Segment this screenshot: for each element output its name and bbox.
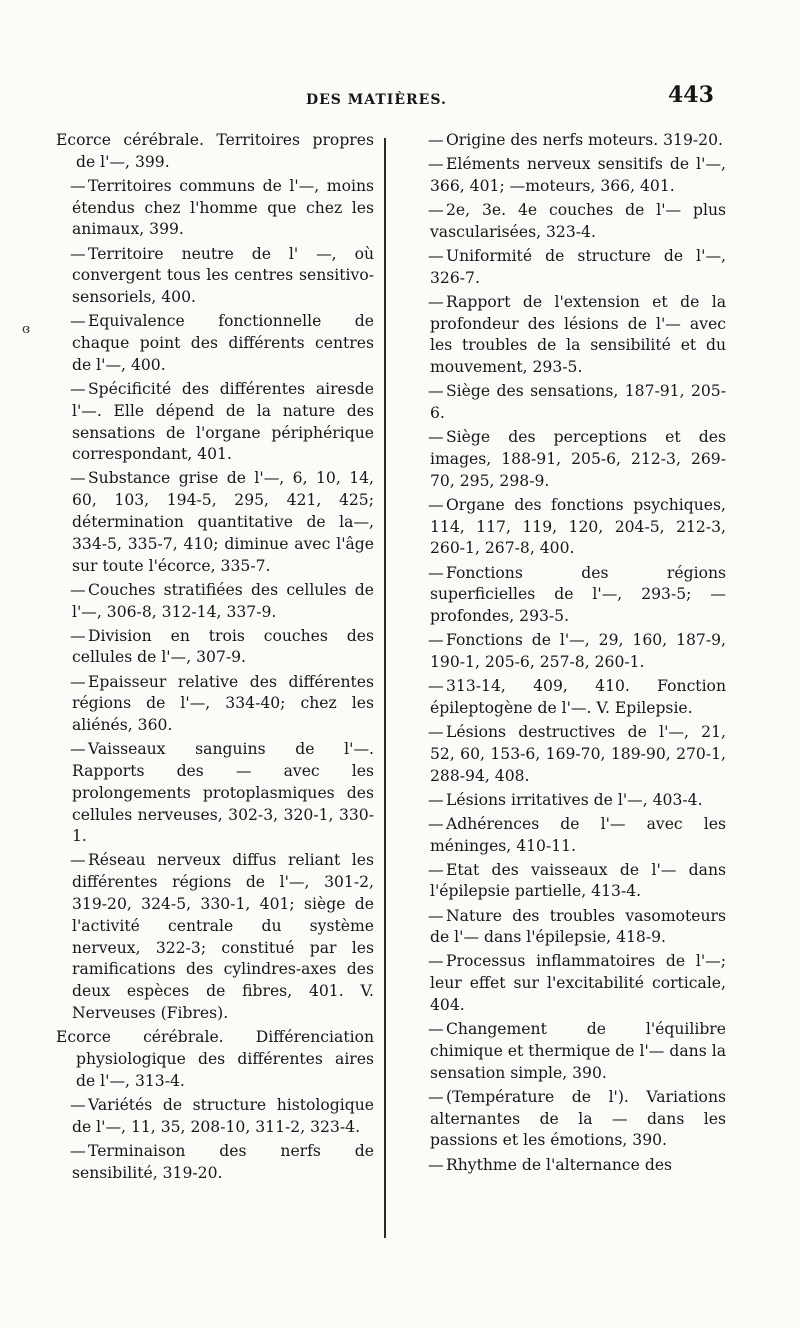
entry-text: Nature des troubles vasomoteurs de l'— dans l'épilepsie, 418-9. xyxy=(430,906,726,947)
index-entry xyxy=(414,427,726,492)
index-entry xyxy=(414,951,726,1016)
entry-dash: — xyxy=(428,722,444,741)
entry-text: Spécificité des différentes airesde l'—. Elle dépend de la nature des sensations de l'organe périphérique correspondant, 401. xyxy=(72,379,374,464)
entry-dash: — xyxy=(428,790,444,809)
entry-text: Organe des fonctions psychiques, 114, 117, 119, 120, 204-5, 212-3, 260-1, 267-8, 400. xyxy=(430,495,726,558)
index-column-left xyxy=(56,130,374,1187)
entry-text: Adhérences de l'— avec les méninges, 410-11. xyxy=(430,814,726,855)
entry-text: Couches stratifiées des cellules de l'—, 306-8, 312-14, 337-9. xyxy=(72,580,374,621)
entry-dash: — xyxy=(70,851,86,870)
index-entry xyxy=(414,1019,726,1084)
entry-dash: — xyxy=(428,677,444,696)
entry-text: Lésions irritatives de l'—, 403-4. xyxy=(446,790,703,809)
entry-dash: — xyxy=(428,246,444,265)
entry-text: Rapport de l'extension et de la profondeur des lésions de l'— avec les troubles de la sensibilité et du mouvement, 293-5. xyxy=(430,292,726,377)
entry-dash: — xyxy=(70,244,86,263)
entry-text: Réseau nerveux diffus reliant les différentes régions de l'—, 301-2, 319-20, 324-5, 330-1, 401; siège de l'activité centrale du système nerveux, 322-3; constitué par les ramifications des cylindres-axes des deux espèces de fibres, 401. V. Nerveuses (Fibres). xyxy=(72,851,374,1023)
index-entry xyxy=(414,1155,726,1177)
index-entry xyxy=(56,739,374,848)
index-entry xyxy=(56,468,374,577)
entry-text: 313-14, 409, 410. Fonction épileptogène de l'—. V. Epilepsie. xyxy=(430,677,726,717)
entry-dash: — xyxy=(428,292,444,311)
entry-dash: — xyxy=(428,200,444,219)
index-entry xyxy=(56,311,374,376)
entry-dash: — xyxy=(70,469,86,488)
index-entry xyxy=(414,1087,726,1152)
entry-dash: — xyxy=(428,563,444,582)
entry-dash: — xyxy=(70,1095,86,1114)
entry-text: 2e, 3e. 4e couches de l'— plus vascularisées, 323-4. xyxy=(430,200,726,241)
entry-text: Etat des vaisseaux de l'— dans l'épilepsie partielle, 413-4. xyxy=(430,860,726,901)
entry-dash: — xyxy=(428,906,444,925)
entry-text: Ecorce cérébrale. Différenciation physiologique des différentes aires de l'—, 313-4. xyxy=(56,1028,374,1090)
entry-text: Lésions destructives de l'—, 21, 52, 60, 153-6, 169-70, 189-90, 270-1, 288-94, 408. xyxy=(430,722,726,785)
entry-text: Rhythme de l'alternance des xyxy=(446,1155,673,1174)
entry-dash: — xyxy=(70,626,86,645)
entry-dash: — xyxy=(428,131,444,149)
entry-text: Fonctions des régions superficielles de l'—, 293-5; — profondes, 293-5. xyxy=(430,563,726,626)
index-entry xyxy=(56,130,374,174)
entry-dash: — xyxy=(428,814,444,833)
entry-text: Terminaison des nerfs de sensibilité, 319-20. xyxy=(72,1141,374,1182)
index-entry xyxy=(414,495,726,560)
entry-text: Substance grise de l'—, 6, 10, 14, 60, 103, 194-5, 295, 421, 425; détermination quantitative de la—, 334-5, 335-7, 410; diminue avec l'âge sur toute l'écorce, 335-7. xyxy=(72,469,374,575)
entry-dash: — xyxy=(428,952,444,971)
entry-text: Ecorce cérébrale. Territoires propres de l'—, 399. xyxy=(56,131,374,171)
entry-dash: — xyxy=(70,1141,86,1160)
index-entry xyxy=(56,850,374,1024)
index-entry xyxy=(414,200,726,244)
index-entry xyxy=(414,154,726,198)
entry-dash: — xyxy=(70,176,86,195)
index-entry xyxy=(414,814,726,858)
index-entry xyxy=(56,1141,374,1185)
index-entry xyxy=(414,676,726,720)
entry-dash: — xyxy=(428,1020,444,1039)
index-entry xyxy=(414,790,726,812)
entry-dash: — xyxy=(70,740,86,759)
index-entry xyxy=(414,906,726,950)
index-entry xyxy=(56,244,374,309)
entry-dash: — xyxy=(428,382,444,401)
entry-dash: — xyxy=(70,672,86,691)
entry-text: Epaisseur relative des différentes régions de l'—, 334-40; chez les aliénés, 360. xyxy=(72,672,374,735)
entry-dash: — xyxy=(428,428,444,447)
entry-dash: — xyxy=(428,1087,444,1106)
entry-dash: — xyxy=(428,860,444,879)
entry-text: Origine des nerfs moteurs. 319-20. xyxy=(446,131,723,149)
index-entry xyxy=(56,672,374,737)
entry-dash: — xyxy=(428,631,444,650)
index-entry xyxy=(56,176,374,241)
entry-text: Territoire neutre de l' —, où convergent tous les centres sensitivo-sensoriels, 400. xyxy=(72,244,374,307)
index-entry xyxy=(56,580,374,624)
index-entry xyxy=(56,626,374,670)
index-entry xyxy=(414,630,726,674)
column-divider xyxy=(384,138,386,1238)
index-entry xyxy=(56,379,374,466)
index-entry xyxy=(414,722,726,787)
entry-text: Division en trois couches des cellules de l'—, 307-9. xyxy=(72,626,374,667)
index-entry xyxy=(56,1095,374,1139)
entry-dash: — xyxy=(428,495,444,514)
entry-dash: — xyxy=(70,580,86,599)
entry-text: Siège des sensations, 187-91, 205-6. xyxy=(430,382,726,423)
entry-text: Eléments nerveux sensitifs de l'—, 366, 401; —moteurs, 366, 401. xyxy=(430,155,726,195)
entry-text: Changement de l'équilibre chimique et thermique de l'— dans la sensation simple, 390. xyxy=(430,1020,726,1082)
entry-text: Uniformité de structure de l'—, 326-7. xyxy=(430,246,726,287)
entry-text: Fonctions de l'—, 29, 160, 187-9, 190-1, 205-6, 257-8, 260-1. xyxy=(430,631,726,671)
index-entry xyxy=(56,1027,374,1092)
entry-dash: — xyxy=(70,379,86,398)
entry-text: Equivalence fonctionnelle de chaque point des différents centres de l'—, 400. xyxy=(72,312,374,374)
index-entry xyxy=(414,563,726,628)
entry-dash: — xyxy=(428,1155,444,1174)
index-entry xyxy=(414,246,726,290)
index-entry xyxy=(414,130,726,152)
index-entry xyxy=(414,292,726,379)
entry-dash: — xyxy=(428,155,444,174)
entry-text: Territoires communs de l'—, moins étendus chez l'homme que chez les animaux, 399. xyxy=(72,176,374,239)
index-entry xyxy=(414,381,726,425)
entry-text: Siège des perceptions et des images, 188-91, 205-6, 212-3, 269-70, 295, 298-9. xyxy=(430,428,726,490)
entry-text: (Température de l'). Variations alternantes de la — dans les passions et les émotions, 390. xyxy=(430,1087,726,1150)
page-number: 443 xyxy=(668,82,714,108)
index-entry xyxy=(414,860,726,904)
index-column-right xyxy=(414,130,726,1179)
entry-text: Vaisseaux sanguins de l'—. Rapports des — avec les prolongements protoplasmiques des cellules nerveuses, 302-3, 320-1, 330-1. xyxy=(72,740,374,846)
entry-text: Variétés de structure histologique de l'—, 11, 35, 208-10, 311-2, 323-4. xyxy=(72,1095,374,1136)
entry-text: Processus inflammatoires de l'—; leur effet sur l'excitabilité corticale, 404. xyxy=(430,952,726,1015)
entry-dash: — xyxy=(70,312,86,331)
margin-mark-icon: ɞ xyxy=(22,322,30,337)
running-head: DES MATIÈRES. xyxy=(306,92,447,108)
